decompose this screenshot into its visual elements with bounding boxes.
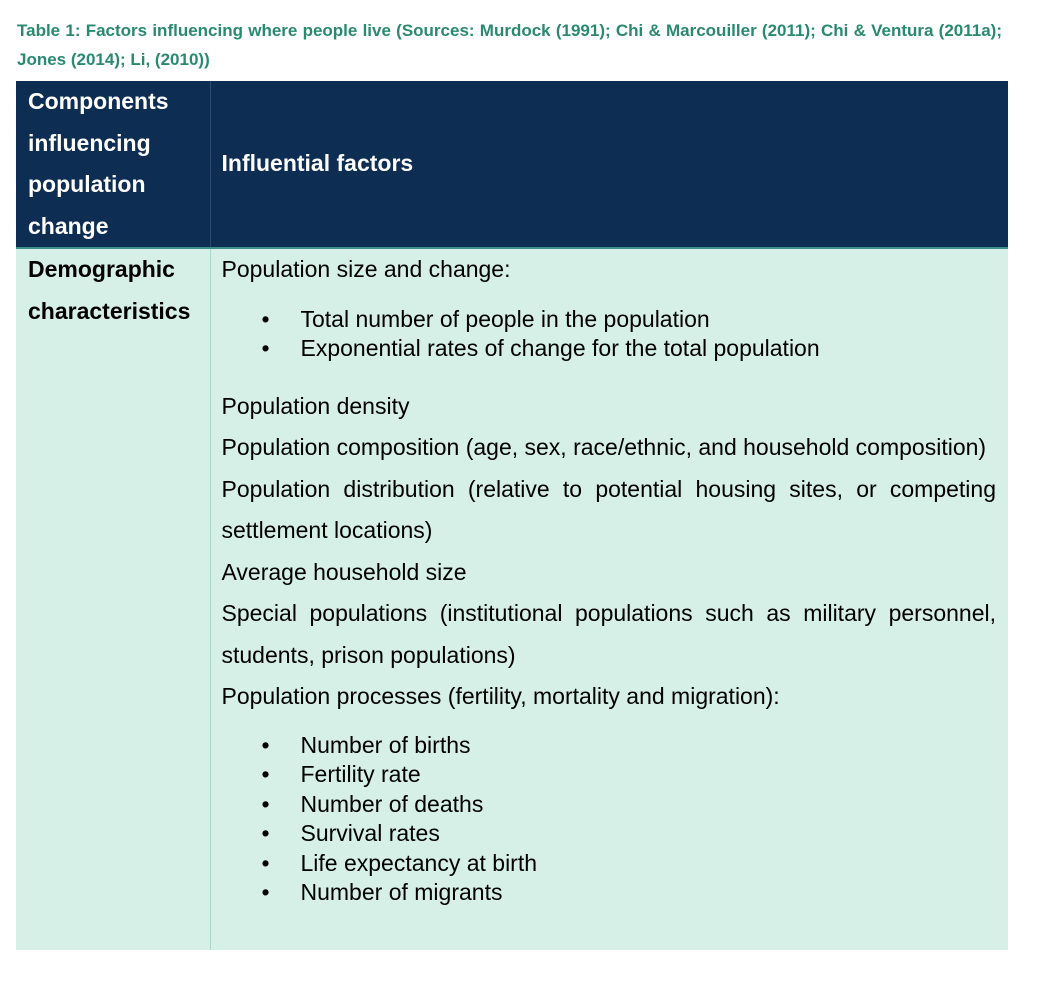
list-item-text: Fertility rate <box>300 761 421 787</box>
list-item <box>222 878 997 908</box>
component-cell: Demographic characteristics <box>16 249 210 950</box>
bullet-icon: • <box>261 879 270 905</box>
process-bullet-list <box>222 731 997 908</box>
size-bullet-list <box>222 305 997 364</box>
list-item-text: Number of deaths <box>300 790 484 817</box>
bullet-icon: • <box>261 335 270 361</box>
paragraph-density: Population density <box>221 392 410 419</box>
list-item <box>222 731 997 761</box>
bullet-icon: • <box>261 790 270 817</box>
list-item-text: Number of migrants <box>300 879 503 905</box>
table-caption: Table 1: Factors influencing where people live (Sources: Murdock (1991); Chi & Marcouiller (2011); Chi & Ventura (2011a); Jones (2014); Li, (2010)) <box>17 21 1002 69</box>
header-influential-factors: Influential factors <box>210 81 1008 247</box>
factors-table <box>16 81 1008 950</box>
paragraph-composition: Population composition (age, sex, race/ethnic, and household composition) <box>221 434 987 460</box>
paragraph-distribution: Population distribution (relative to potential housing sites, or competing settlement locations) <box>221 475 996 543</box>
list-item <box>222 760 997 790</box>
table-header-row <box>16 81 1008 247</box>
list-item <box>222 305 997 335</box>
list-item-text: Survival rates <box>300 820 440 846</box>
bullet-icon: • <box>261 731 270 758</box>
list-item <box>222 334 997 364</box>
header-components: Components influencing population change <box>16 81 210 247</box>
paragraph-processes: Population processes (fertility, mortality and migration): <box>221 683 780 709</box>
table-row <box>16 249 1008 950</box>
paragraph-household-size: Average household size <box>221 558 467 585</box>
list-item <box>222 790 997 820</box>
bullet-icon: • <box>261 305 270 332</box>
list-item-text: Number of births <box>300 731 471 758</box>
bullet-icon: • <box>261 761 270 787</box>
factors-cell <box>210 249 1008 950</box>
bullet-icon: • <box>261 849 270 876</box>
list-item-text: Total number of people in the population <box>300 305 710 332</box>
list-item <box>222 819 997 849</box>
list-item-text: Exponential rates of change for the total population <box>300 335 820 361</box>
list-item-text: Life expectancy at birth <box>300 849 538 876</box>
size-heading: Population size and change: <box>221 256 511 282</box>
bullet-icon: • <box>261 820 270 846</box>
paragraph-special-populations: Special populations (institutional populations such as military personnel, students, prison populations) <box>221 600 996 668</box>
list-item <box>222 849 997 879</box>
